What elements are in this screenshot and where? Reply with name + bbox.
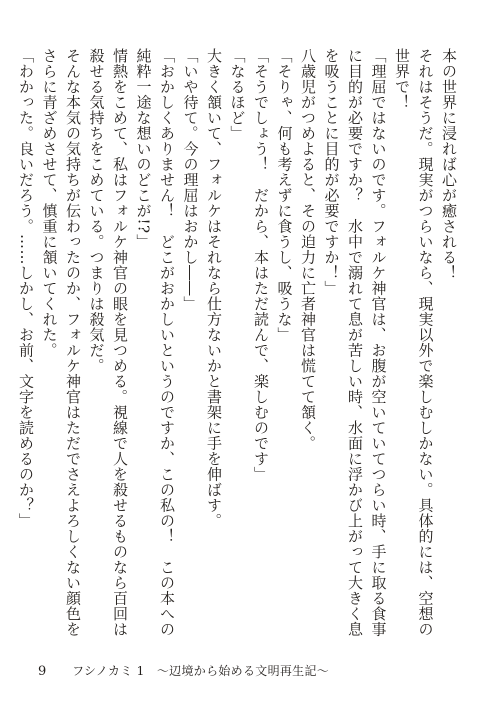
paragraph: 「そりゃ、何も考えずに食うし、吸うな」 (275, 48, 294, 343)
paragraph: 「わかった。良いだろう。……しかし、お前、文字を読めるのか？」 (17, 48, 35, 529)
paragraph: 「理屈ではないのです。フォルケ神官は、お腹が空いていてつらい時、手に取る食事に目的が必要ですか？ 水中で溺れて息が苦しい時、水面に浮かび上がって大きく息を吸うことに目的が必要ですか！」 (322, 48, 388, 637)
page-number: 9 (38, 664, 47, 679)
page-footer (38, 662, 329, 679)
paragraph: 八歳児がつめよると、その迫力に亡者神官は慌てて頷く。 (299, 48, 317, 451)
paragraph: 大きく頷いて、フォルケはそれなら仕方ないかと書架に手を伸ばす。 (205, 48, 223, 529)
paragraph: 「なるほど」 (228, 48, 247, 141)
paragraph: 情熱をこめて、私はフォルケ神官の眼を見つめる。視線で人を殺せるものなら百回は殺せる気持ちをこめている。つまりは殺気だ。 (87, 48, 129, 637)
paragraph: それはそうだ。現実がつらいなら、現実以外で楽しむしかない。具体的には、空想の世界で！ (393, 48, 435, 637)
paragraph: 「そうでしょう！ だから、本はただ読んで、楽しむのです」 (252, 48, 270, 482)
paragraph: 「おかしくありません！ どこがおかしいというのですか、この私の！ この本への純粋一途な想いのどこが!?」 (134, 48, 176, 637)
paragraph: 「いや待て。今の理屈はおかし――」 (181, 48, 200, 312)
paragraph: そんな本気の気持ちが伝わったのか、フォルケ神官はただでさえよろしくない顔色をさらに青ざめさせて、慎重に頷いてくれた。 (40, 48, 82, 637)
running-title: フシノカミ 1 ～辺境から始める文明再生記～ (72, 664, 330, 678)
vertical-body-text (17, 48, 460, 644)
paragraph: 本の世界に浸れば心が癒される！ (440, 48, 458, 281)
